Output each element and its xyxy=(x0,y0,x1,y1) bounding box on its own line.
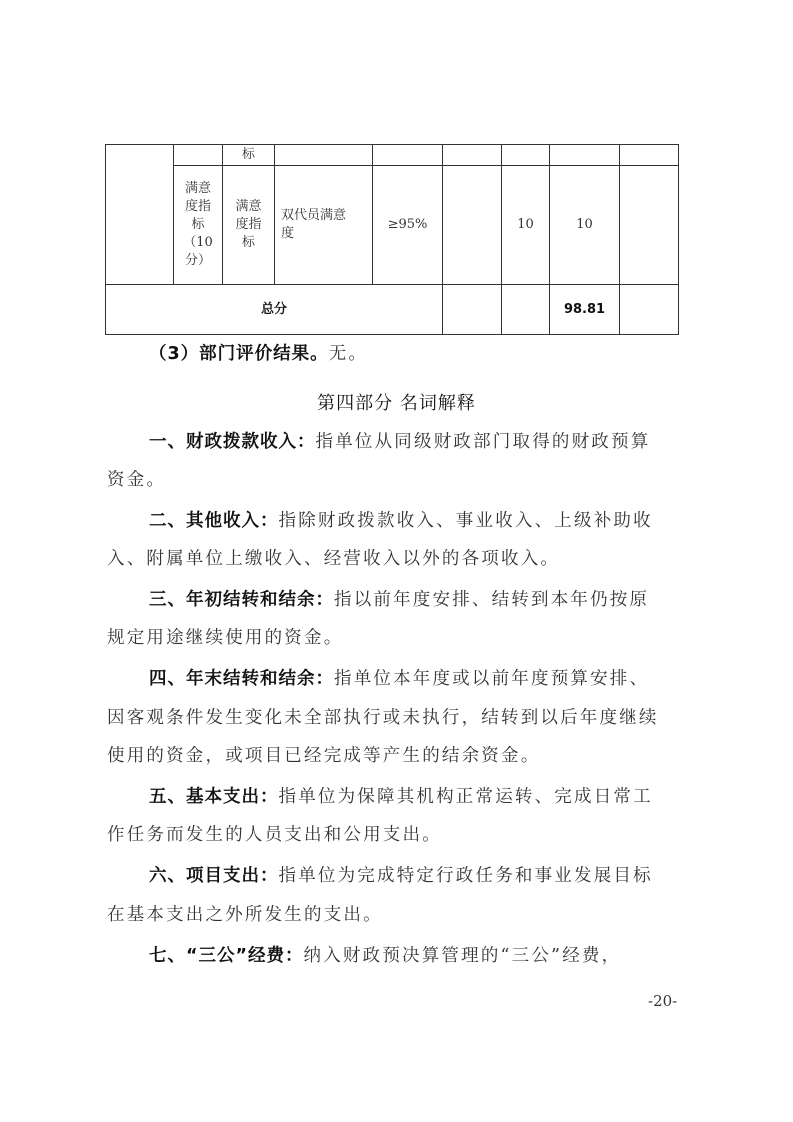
table-cell xyxy=(443,145,502,166)
term-3: 三、年初结转和结余：指以前年度安排、结转到本年仍按原 xyxy=(149,590,650,610)
part-4-heading: 第四部分 名词解释 xyxy=(317,393,476,414)
term-1-cont: 资金。 xyxy=(107,470,167,490)
table-cell xyxy=(550,145,620,166)
indicator-category-cell: 满意 度指 标 （10 分） xyxy=(174,166,223,285)
term-5-cont: 作任务而发生的人员支出和公用支出。 xyxy=(107,825,442,845)
indicator-subcategory-cell: 满意 度指 标 xyxy=(223,166,275,285)
table-row xyxy=(106,166,679,285)
table-cell xyxy=(620,145,679,166)
table-cell xyxy=(620,166,679,285)
section-3-paragraph: （3）部门评价结果。无。 xyxy=(149,344,369,364)
term-1: 一、财政拨款收入：指单位从同级财政部门取得的财政预算 xyxy=(149,432,651,452)
table-cell xyxy=(275,145,373,166)
table-cell xyxy=(174,145,223,166)
table-row xyxy=(106,145,679,166)
table-cell xyxy=(620,285,679,335)
term-6: 六、项目支出：指单位为完成特定行政任务和事业发展目标 xyxy=(149,866,653,886)
table-cell xyxy=(502,285,550,335)
table-cell xyxy=(106,145,174,285)
page-number: -20- xyxy=(648,992,678,1010)
term-5: 五、基本支出：指单位为保障其机构正常运转、完成日常工 xyxy=(149,787,653,807)
term-4-cont: 使用的资金，或项目已经完成等产生的结余资金。 xyxy=(107,746,541,766)
score-cell: 10 xyxy=(550,166,620,285)
total-label: 总分 xyxy=(106,285,443,335)
table-cell xyxy=(443,166,502,285)
total-score: 98.81 xyxy=(550,285,620,335)
term-4-cont: 因客观条件发生变化未全部执行或未执行，结转到以后年度继续 xyxy=(107,708,659,728)
total-row xyxy=(106,285,679,335)
term-2: 二、其他收入：指除财政拨款收入、事业收入、上级补助收 xyxy=(149,511,653,531)
indicator-name-cell: 双代员满意 度 xyxy=(275,166,373,285)
term-3-cont: 规定用途继续使用的资金。 xyxy=(107,628,344,648)
performance-table xyxy=(105,144,679,335)
table-cell xyxy=(502,145,550,166)
target-value-cell: ≥95% xyxy=(373,166,443,285)
weight-cell: 10 xyxy=(502,166,550,285)
table-cell: 标 xyxy=(223,145,275,166)
term-2-cont: 入、附属单位上缴收入、经营收入以外的各项收入。 xyxy=(107,549,561,569)
table-cell xyxy=(373,145,443,166)
table-cell xyxy=(443,285,502,335)
term-6-cont: 在基本支出之外所发生的支出。 xyxy=(107,905,383,925)
term-4: 四、年末结转和结余：指单位本年度或以前年度预算安排、 xyxy=(149,669,650,689)
term-7: 七、“三公”经费：纳入财政预决算管理的“三公”经费， xyxy=(149,946,622,966)
